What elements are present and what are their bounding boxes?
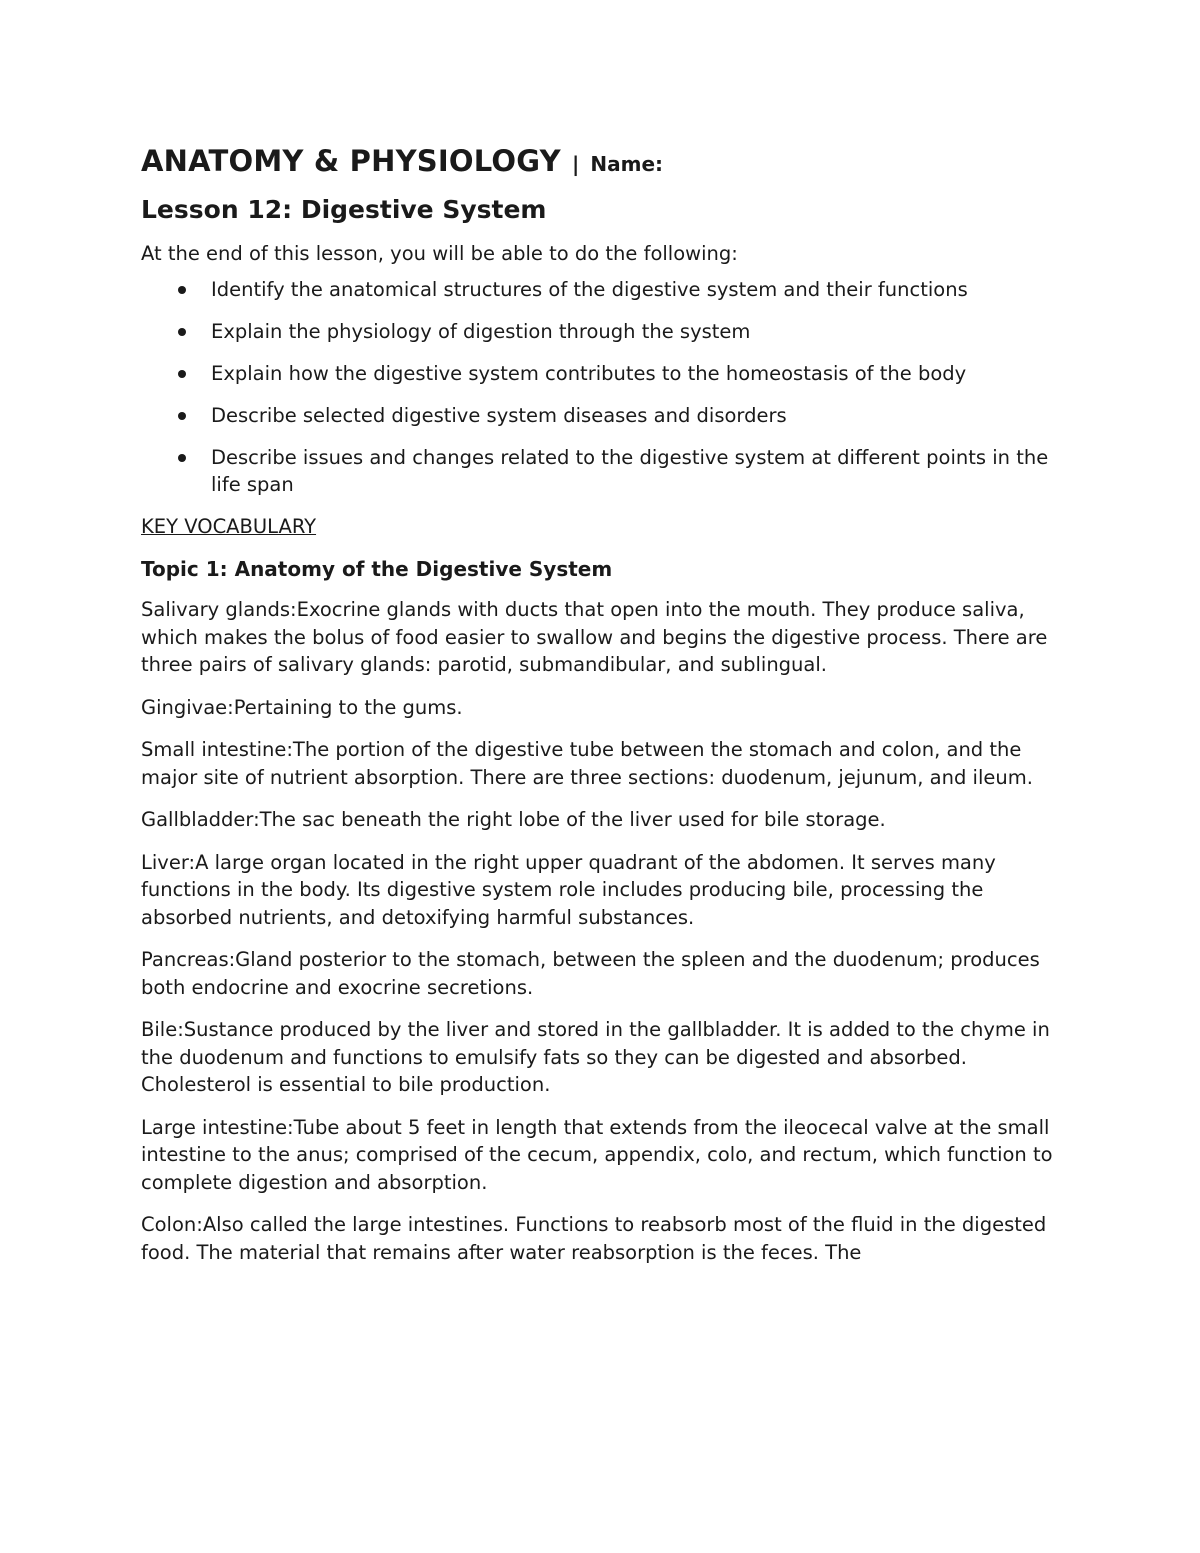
objective-text: Describe issues and changes related to the digestive system at different points in the life span xyxy=(211,445,1049,496)
list-item xyxy=(141,360,1056,388)
objective-text: Explain how the digestive system contributes to the homeostasis of the body xyxy=(211,361,967,385)
list-item xyxy=(141,444,1056,499)
list-item xyxy=(141,318,1056,346)
bullet-icon xyxy=(178,454,186,462)
bullet-icon xyxy=(178,328,186,336)
objective-text: Identify the anatomical structures of the digestive system and their functions xyxy=(211,277,968,301)
list-item xyxy=(141,276,1056,304)
vocab-term: Liver:A large organ located in the right upper quadrant of the abdomen. It serves many functions in the body. Its digestive system role includes producing bile, processing the absorbed nutrients, and detoxifying harmful substances. xyxy=(141,850,996,929)
name-label: Name: xyxy=(590,152,664,176)
document-content xyxy=(141,140,1056,1266)
vocab-term: Gingivae:Pertaining to the gums. xyxy=(141,695,463,719)
page-title-line xyxy=(141,140,1056,180)
lesson-intro: At the end of this lesson, you will be able to do the following: xyxy=(141,242,738,265)
bullet-icon xyxy=(178,286,186,294)
topic-heading: Topic 1: Anatomy of the Digestive System xyxy=(141,556,613,581)
vocabulary-terms xyxy=(141,596,1056,1266)
objectives-list xyxy=(141,276,1056,499)
vocab-term: Large intestine:Tube about 5 feet in length that extends from the ileocecal valve at the small intestine to the anus; comprised of the cecum, appendix, colo, and rectum, which function to complete digestion and absorption. xyxy=(141,1115,1053,1194)
vocab-term: Colon:Also called the large intestines. Functions to reabsorb most of the fluid in the digested food. The material that remains after water reabsorption is the feces. The xyxy=(141,1213,1047,1264)
vocab-term: Small intestine:The portion of the digestive tube between the stomach and colon, and the major site of nutrient absorption. There are three sections: duodenum, jejunum, and ileum. xyxy=(141,738,1033,789)
bullet-icon xyxy=(178,412,186,420)
vocab-term: Gallbladder:The sac beneath the right lobe of the liver used for bile storage. xyxy=(141,808,886,831)
vocab-term: Pancreas:Gland posterior to the stomach, between the spleen and the duodenum; produces both endocrine and exocrine secretions. xyxy=(141,948,1040,999)
course-title: ANATOMY & PHYSIOLOGY xyxy=(141,144,561,178)
list-item xyxy=(141,402,1056,430)
bullet-icon xyxy=(178,370,186,378)
vocab-term: Bile:Sustance produced by the liver and stored in the gallbladder. It is added to the chyme in the duodenum and functions to emulsify fats so they can be digested and absorbed. Cholesterol is essential to bile production. xyxy=(141,1018,1050,1096)
objective-text: Explain the physiology of digestion through the system xyxy=(211,319,751,343)
lesson-title: Lesson 12: Digestive System xyxy=(141,195,547,224)
key-vocabulary-heading: KEY VOCABULARY xyxy=(141,515,317,538)
objective-text: Describe selected digestive system diseases and disorders xyxy=(211,403,787,427)
vocab-term: Salivary glands:Exocrine glands with ducts that open into the mouth. They produce saliva, which makes the bolus of food easier to swallow and begins the digestive process. There are three pairs of salivary glands: parotid, submandibular, and sublingual. xyxy=(141,598,1048,676)
title-separator: | xyxy=(571,152,580,176)
